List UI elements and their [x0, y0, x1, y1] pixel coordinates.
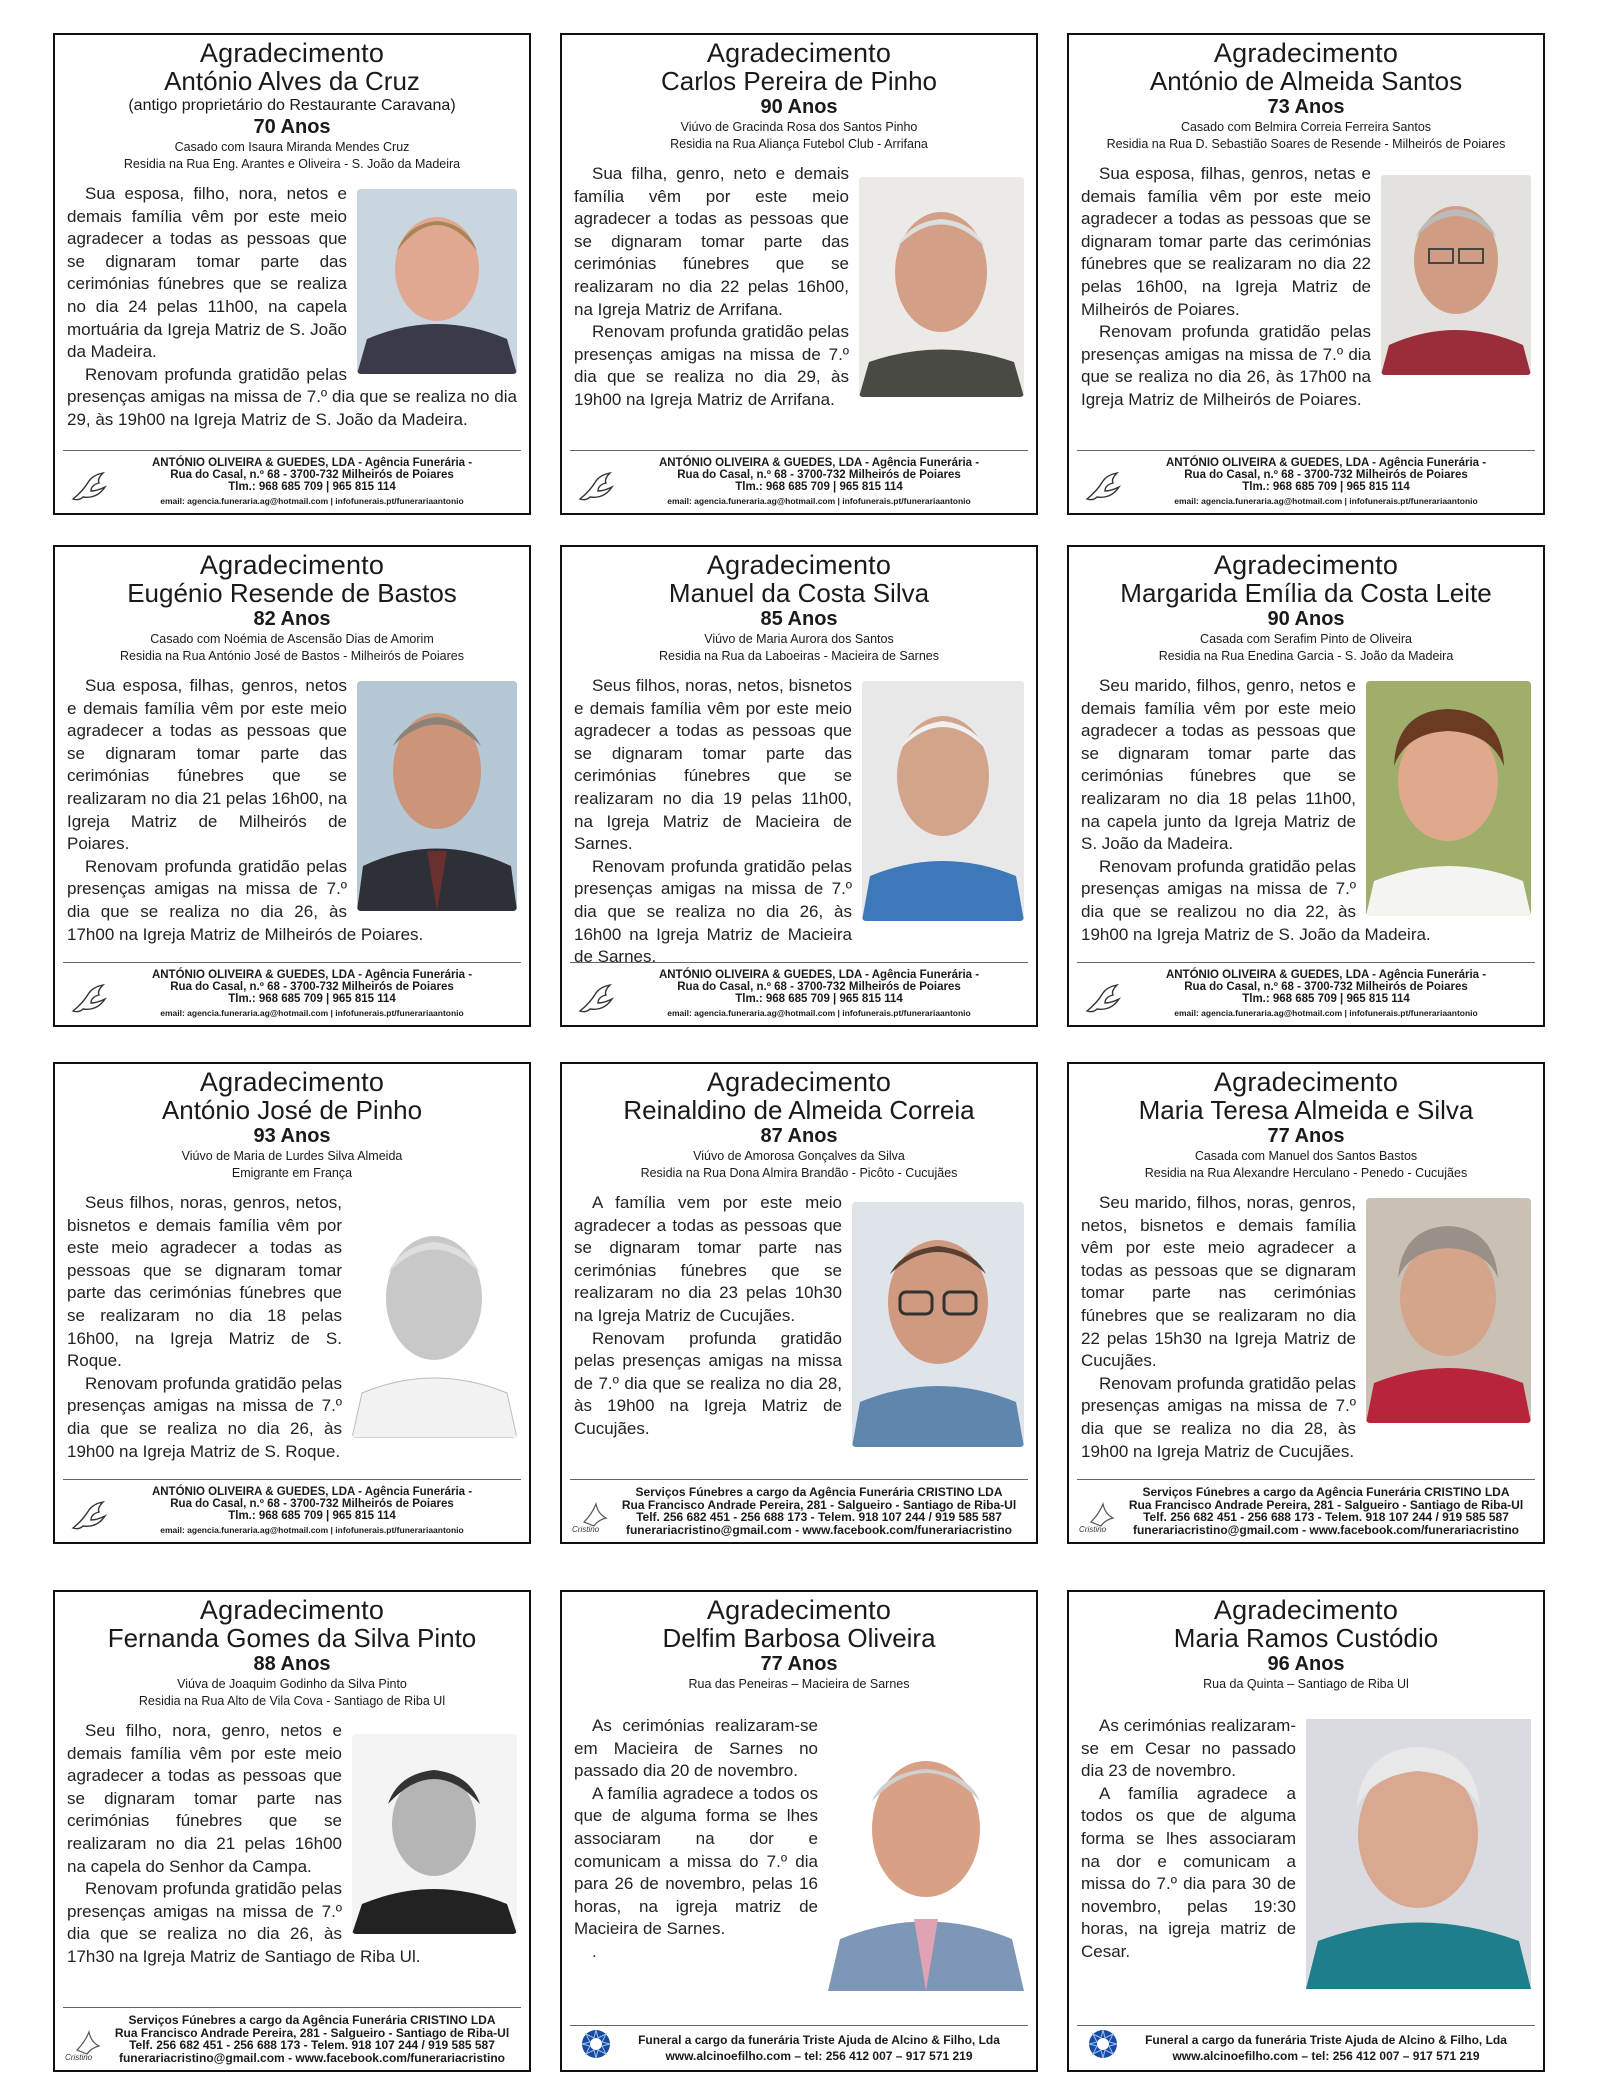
agency-address: Rua Francisco Andrade Pereira, 281 - Salgueiro - Santiago de Riba-Ul — [114, 2025, 510, 2040]
agency-phone: Tlm.: 968 685 709 | 965 815 114 — [735, 993, 903, 1005]
message-paragraph: A família agradece a todos os que de alguma forma se lhes associaram na dor e comunicam a missa do 7.º dia para 30 de novembro, pelas 19:30 horas, na igreja matriz de Cesar. — [1081, 1783, 1296, 1961]
deceased-name: Carlos Pereira de Pinho — [660, 66, 938, 96]
deceased-age: 87 Anos — [760, 1125, 838, 1147]
spouse-info: Casado com Isaura Miranda Mendes Cruz — [174, 140, 410, 154]
agency-phone: Tlm.: 968 685 709 | 965 815 114 — [228, 481, 396, 493]
agency-name: ANTÓNIO OLIVEIRA & GUEDES, LDA - Agência Funerária - — [658, 457, 980, 469]
message-paragraph: Seu filho, nora, genro, netos e demais família vêm por este meio agradecer a todas as pessoas que se dignaram tomar parte nas cerimónias fúnebres que se realizaram no dia 21 pelas 16h00 na capela do Senhor da Campa. — [67, 1721, 342, 1876]
spouse-info: Viúvo de Amorosa Gonçalves da Silva — [693, 1149, 905, 1163]
deceased-name: Margarida Emília da Costa Leite — [1120, 578, 1492, 608]
dove-icon — [1083, 469, 1123, 505]
message-paragraph: Renovam profunda gratidão pelas presenças amigas na missa de 7.º dia que se realiza no dia 26, às 17h30 na Igreja Matriz de Santiago de Riba Ul. — [67, 1879, 421, 1966]
message-paragraph: As cerimónias realizaram-se em Macieira de Sarnes no passado dia 20 de novembro. — [574, 1716, 818, 1781]
portrait-photo — [852, 1202, 1024, 1447]
flower-logo-icon — [576, 2026, 616, 2062]
flower-logo-icon — [1083, 2026, 1123, 2062]
residence-info: Residia na Rua Dona Almira Brandão - Picôto - Cucujães — [640, 1166, 958, 1180]
spouse-info: Viúvo de Maria de Lurdes Silva Almeida — [181, 1149, 403, 1163]
agency-name: ANTÓNIO OLIVEIRA & GUEDES, LDA - Agência Funerária - — [1165, 969, 1487, 981]
agency-address: Rua do Casal, n.º 68 - 3700-732 Milheirós de Poiares — [170, 981, 454, 993]
message-paragraph: Renovam profunda gratidão pelas presenças amigas na missa de 7.º dia que se realiza no dia 28, às 19h00 na Igreja Matriz de Cucujães. — [574, 1328, 842, 1438]
agency-address: Rua do Casal, n.º 68 - 3700-732 Milheirós de Poiares — [170, 469, 454, 481]
obituary-card — [1067, 545, 1545, 1027]
message-paragraph: Seus filhos, noras, genros, netos, bisnetos e demais família vêm por este meio agradecer a todas as pessoas que se dignaram tomar parte das cerimónias fúnebres que se realizaram no dia 18 pelas 16h00, na Igreja Matriz de S. Roque. — [67, 1193, 342, 1371]
portrait-photo — [352, 1734, 517, 1934]
portrait-photo — [357, 189, 517, 374]
deceased-age: 70 Anos — [253, 116, 331, 138]
message-paragraph: Renovam profunda gratidão pelas presenças amigas na missa de 7.º dia que se realiza no dia 29, às 19h00 na Igreja Matriz de S. João da Madeira. — [67, 364, 517, 429]
agency-email: email: agencia.funeraria.ag@hotmail.com | infofunerais.pt/funerariaantonio — [1174, 496, 1478, 506]
spouse-info: Viúva de Joaquim Godinho da Silva Pinto — [177, 1677, 407, 1691]
deceased-age: 90 Anos — [760, 96, 838, 118]
agency-name: Serviços Fúnebres a cargo da Agência Funerária CRISTINO LDA — [128, 2013, 496, 2027]
portrait-photo — [1381, 175, 1531, 375]
message-paragraph: Seu marido, filhos, noras, genros, netos, bisnetos e demais família vêm por este meio agradecer a todas as pessoas que se dignaram tomar parte nas cerimónias fúnebres que se realizaram no dia 22 pelas 15h30 na Igreja Matriz de Cucujães. — [1081, 1193, 1356, 1371]
dove-icon — [69, 1498, 109, 1534]
portrait-photo — [862, 681, 1024, 921]
card-title: Agradecimento — [199, 550, 385, 580]
agency-name: ANTÓNIO OLIVEIRA & GUEDES, LDA - Agência Funerária - — [151, 969, 473, 981]
deceased-name: Reinaldino de Almeida Correia — [623, 1095, 975, 1125]
message-paragraph: Sua esposa, filho, nora, netos e demais família vêm por este meio agradecer a todas as pessoas que se dignaram tomar parte das cerimónias fúnebres que se realiza no dia 24 pelas 11h00, na capela mortuária da Igreja Matriz de S. João da Madeira. — [67, 184, 347, 362]
spouse-info: Casado com Noémia de Ascensão Dias de Amorim — [150, 632, 434, 646]
agency-email: email: agencia.funeraria.ag@hotmail.com | infofunerais.pt/funerariaantonio — [160, 1525, 464, 1535]
obituary-card — [1067, 1590, 1545, 2072]
agency-address: Rua Francisco Andrade Pereira, 281 - Salgueiro - Santiago de Riba-Ul — [1128, 1497, 1524, 1512]
agency-address: Rua do Casal, n.º 68 - 3700-732 Milheirós de Poiares — [1184, 981, 1468, 993]
dove-icon — [1083, 981, 1123, 1017]
deceased-age: 77 Anos — [1267, 1125, 1345, 1147]
spouse-info: Casada com Manuel dos Santos Bastos — [1194, 1149, 1418, 1163]
card-title: Agradecimento — [706, 1595, 892, 1625]
obituary-card — [53, 1590, 531, 2072]
residence-info: Residia na Rua Enedina Garcia - S. João da Madeira — [1158, 649, 1454, 663]
obituary-card — [53, 33, 531, 515]
message-paragraph: Renovam profunda gratidão pelas presenças amigas na missa de 7.º dia que se realiza no dia 29, às 19h00 na Igreja Matriz de Arrifana. — [574, 322, 849, 409]
residence-info: Residia na Rua Alto de Vila Cova - Santiago de Riba Ul — [138, 1694, 446, 1708]
residence-info: Residia na Rua Aliança Futebol Club - Arrifana — [670, 137, 928, 151]
deceased-name: Maria Teresa Almeida e Silva — [1138, 1095, 1474, 1125]
message-paragraph: Renovam profunda gratidão pelas presenças amigas na missa de 7.º dia que se realiza no dia 28, às 19h00 na Igreja Matriz de Cucujães. — [1081, 1373, 1356, 1461]
deceased-age: 88 Anos — [253, 1653, 331, 1675]
funeral-agency-footer — [1077, 2025, 1535, 2064]
emigrant-info: Emigrante em França — [231, 1166, 353, 1180]
message-paragraph: Sua esposa, filhas, genros, netos e demais família vêm por este meio agradecer a todas as pessoas que se dignaram tomar parte das cerimónias fúnebres que se realizaram no dia 21 pelas 16h00, na Igreja Matriz de Milheirós de Poiares. — [67, 676, 347, 854]
deceased-name: Maria Ramos Custódio — [1173, 1623, 1439, 1653]
agency-email: email: agencia.funeraria.ag@hotmail.com | infofunerais.pt/funerariaantonio — [1174, 1008, 1478, 1018]
agency-name: ANTÓNIO OLIVEIRA & GUEDES, LDA - Agência Funerária - — [1165, 457, 1487, 469]
residence-info: Residia na Rua Alexandre Herculano - Penedo - Cucujães — [1144, 1166, 1468, 1180]
card-title: Agradecimento — [1213, 38, 1399, 68]
card-subtitle: (antigo proprietário do Restaurante Caravana) — [128, 97, 456, 114]
obituary-card — [1067, 33, 1545, 515]
message-paragraph: Renovam profunda gratidão pelas presenças amigas na missa de 7.º dia que se realiza no dia 26, às 19h00 na Igreja Matriz de S. Roque. — [67, 1373, 342, 1461]
portrait-photo — [1366, 1198, 1531, 1423]
funeral-agency-footer — [570, 450, 1028, 507]
message-paragraph: . — [592, 1941, 597, 1961]
funeral-agency-footer — [570, 2025, 1028, 2064]
message-paragraph: A família agradece a todos os que de alguma forma se lhes associaram na dor e comunicam a missa do 7.º dia para 26 de novembro, pelas 16 horas, na igreja matriz de Macieira de Sarnes. — [574, 1783, 818, 1939]
dove-icon — [69, 469, 109, 505]
agency-address: Rua Francisco Andrade Pereira, 281 - Salgueiro - Santiago de Riba-Ul — [621, 1497, 1017, 1512]
spouse-info: Viúvo de Gracinda Rosa dos Santos Pinho — [680, 120, 918, 134]
residence-info: Residia na Rua António José de Bastos - Milheirós de Poiares — [120, 649, 464, 663]
portrait-photo — [1366, 681, 1531, 916]
deceased-age: 85 Anos — [760, 608, 838, 630]
deceased-age: 73 Anos — [1267, 96, 1345, 118]
agency-phone: Tlm.: 968 685 709 | 965 815 114 — [735, 481, 903, 493]
obituary-card — [560, 545, 1038, 1027]
agency-email: email: agencia.funeraria.ag@hotmail.com | infofunerais.pt/funerariaantonio — [160, 496, 464, 506]
cristino-logo-text: Cristino — [65, 2053, 93, 2062]
portrait-photo — [1306, 1719, 1531, 1989]
obituary-card — [560, 1062, 1038, 1544]
deceased-name: António de Almeida Santos — [1149, 66, 1463, 96]
agency-contacts: www.alcinoefilho.com – tel: 256 412 007 – 917 571 219 — [1172, 2049, 1480, 2063]
funeral-agency-footer — [1077, 1479, 1535, 1536]
agency-name: ANTÓNIO OLIVEIRA & GUEDES, LDA - Agência Funerária - — [151, 1486, 473, 1498]
funeral-agency-footer — [63, 450, 521, 507]
card-title: Agradecimento — [1213, 550, 1399, 580]
deceased-age: 90 Anos — [1267, 608, 1345, 630]
agency-phone: Tlm.: 968 685 709 | 965 815 114 — [1242, 993, 1410, 1005]
funeral-agency-footer — [1077, 962, 1535, 1019]
agency-name: Serviços Fúnebres a cargo da Agência Funerária CRISTINO LDA — [635, 1485, 1003, 1499]
message-paragraph: Sua filha, genro, neto e demais família vêm por este meio agradecer a todas as pessoas que se dignaram tomar parte das cerimónias fúnebres que se realizaram no dia 22 pelas 16h00, na Igreja Matriz de Arrifana. — [574, 164, 849, 319]
message-paragraph: Renovam profunda gratidão pelas presenças amigas na missa de 7.º dia que se realiza no dia 26, às 16h00 na Igreja Matriz de Macieira de Sarnes. — [574, 856, 852, 967]
cristino-logo-text: Cristino — [572, 1525, 600, 1534]
spouse-info: Casado com Belmira Correia Ferreira Santos — [1180, 120, 1432, 134]
agency-address: Rua do Casal, n.º 68 - 3700-732 Milheirós de Poiares — [1184, 469, 1468, 481]
obituary-card — [1067, 1062, 1545, 1544]
obituary-card — [560, 33, 1038, 515]
agency-name: ANTÓNIO OLIVEIRA & GUEDES, LDA - Agência Funerária - — [658, 969, 980, 981]
deceased-age: 77 Anos — [760, 1653, 838, 1675]
card-title: Agradecimento — [199, 1595, 385, 1625]
agency-address: Rua do Casal, n.º 68 - 3700-732 Milheirós de Poiares — [170, 1498, 454, 1510]
card-title: Agradecimento — [1213, 1595, 1399, 1625]
residence-info: Rua das Peneiras – Macieira de Sarnes — [688, 1677, 910, 1691]
obituary-card — [53, 545, 531, 1027]
agency-phone: Telf. 256 682 451 - 256 688 173 - Telem. 918 107 244 / 919 585 587 — [1143, 1510, 1509, 1524]
obituary-card — [560, 1590, 1038, 2072]
message-paragraph: Renovam profunda gratidão pelas presenças amigas na missa de 7.º dia que se realiza no dia 26, às 17h00 na Igreja Matriz de Milheirós de Poiares. — [67, 856, 424, 944]
agency-name: ANTÓNIO OLIVEIRA & GUEDES, LDA - Agência Funerária - — [151, 457, 473, 469]
cristino-logo-text: Cristino — [1079, 1525, 1107, 1534]
funeral-agency-footer — [1077, 450, 1535, 507]
funeral-agency-footer — [63, 1479, 521, 1536]
message-paragraph: Seu marido, filhos, genro, netos e demais família vêm por este meio agradecer a todas as pessoas que se dignaram tomar parte das cerimónias fúnebres que se realizaram no dia 18 pelas 11h00, na capela junto da Igreja Matriz de S. João da Madeira. — [1081, 676, 1356, 854]
agency-address: Rua do Casal, n.º 68 - 3700-732 Milheirós de Poiares — [677, 981, 961, 993]
funeral-agency-footer — [63, 2007, 521, 2064]
message-paragraph: Seus filhos, noras, netos, bisnetos e demais família vêm por este meio agradecer a todas as pessoas que se dignaram tomar parte das cerimónias fúnebres que se realizaram no dia 19 pelas 11h00, na Igreja Matriz de Macieira de Sarnes. — [574, 676, 852, 854]
residence-info: Rua da Quinta – Santiago de Riba Ul — [1203, 1677, 1409, 1691]
agency-name: Serviços Fúnebres a cargo da Agência Funerária CRISTINO LDA — [1142, 1485, 1510, 1499]
portrait-photo — [859, 177, 1024, 397]
agency-email: email: agencia.funeraria.ag@hotmail.com | infofunerais.pt/funerariaantonio — [160, 1008, 464, 1018]
agency-email: email: agencia.funeraria.ag@hotmail.com | infofunerais.pt/funerariaantonio — [667, 496, 971, 506]
obituary-card — [53, 1062, 531, 1544]
portrait-photo — [352, 1198, 517, 1438]
agency-name: Funeral a cargo da funerária Triste Ajuda de Alcino & Filho, Lda — [638, 2033, 1000, 2047]
portrait-photo — [828, 1719, 1024, 1991]
dove-icon — [69, 981, 109, 1017]
card-title: Agradecimento — [706, 38, 892, 68]
dove-icon — [576, 981, 616, 1017]
card-title: Agradecimento — [706, 550, 892, 580]
agency-phone: Telf. 256 682 451 - 256 688 173 - Telem. 918 107 244 / 919 585 587 — [129, 2038, 495, 2052]
agency-name: Funeral a cargo da funerária Triste Ajuda de Alcino & Filho, Lda — [1145, 2033, 1507, 2047]
residence-info: Residia na Rua da Laboeiras - Macieira de Sarnes — [658, 649, 940, 663]
agency-phone: Tlm.: 968 685 709 | 965 815 114 — [228, 993, 396, 1005]
agency-email: email: agencia.funeraria.ag@hotmail.com | infofunerais.pt/funerariaantonio — [667, 1008, 971, 1018]
message-paragraph: A família vem por este meio agradecer a todas as pessoas que se dignaram tomar parte nas cerimónias fúnebres que se realizaram no dia 23 pelas 10h30 na Igreja Matriz de Cucujães. — [574, 1193, 842, 1325]
deceased-age: 82 Anos — [253, 608, 331, 630]
spouse-info: Casada com Serafim Pinto de Oliveira — [1200, 632, 1412, 646]
deceased-name: Eugénio Resende de Bastos — [127, 578, 457, 608]
deceased-age: 93 Anos — [253, 1125, 331, 1147]
deceased-name: Manuel da Costa Silva — [668, 578, 930, 608]
agency-contacts: funerariacristino@gmail.com - www.facebook.com/funerariacristino — [118, 2050, 505, 2065]
agency-contacts: funerariacristino@gmail.com - www.facebook.com/funerariacristino — [625, 1522, 1012, 1537]
card-title: Agradecimento — [199, 1067, 385, 1097]
message-paragraph: As cerimónias realizaram-se em Cesar no passado dia 23 de novembro. — [1081, 1716, 1296, 1781]
agency-phone: Tlm.: 968 685 709 | 965 815 114 — [228, 1510, 396, 1522]
agency-contacts: funerariacristino@gmail.com - www.facebook.com/funerariacristino — [1132, 1522, 1519, 1537]
deceased-name: António José de Pinho — [161, 1095, 423, 1125]
card-title: Agradecimento — [706, 1067, 892, 1097]
agency-contacts: www.alcinoefilho.com – tel: 256 412 007 – 917 571 219 — [665, 2049, 973, 2063]
spouse-info: Viúvo de Maria Aurora dos Santos — [704, 632, 894, 646]
agency-phone: Telf. 256 682 451 - 256 688 173 - Telem. 918 107 244 / 919 585 587 — [636, 1510, 1002, 1524]
agency-address: Rua do Casal, n.º 68 - 3700-732 Milheirós de Poiares — [677, 469, 961, 481]
message-paragraph: Renovam profunda gratidão pelas presenças amigas na missa de 7.º dia que se realiza no dia 26, às 17h00 na Igreja Matriz de Milheirós de Poiares. — [1081, 322, 1371, 409]
dove-icon — [576, 469, 616, 505]
card-title: Agradecimento — [1213, 1067, 1399, 1097]
deceased-name: António Alves da Cruz — [164, 66, 420, 96]
residence-info: Residia na Rua D. Sebastião Soares de Resende - Milheirós de Poiares — [1106, 137, 1506, 151]
deceased-name: Fernanda Gomes da Silva Pinto — [107, 1623, 477, 1653]
funeral-agency-footer — [570, 962, 1028, 1019]
residence-info: Residia na Rua Eng. Arantes e Oliveira - S. João da Madeira — [123, 157, 461, 171]
message-paragraph: Sua esposa, filhas, genros, netas e demais família vêm por este meio agradecer a todas as pessoas que se dignaram tomar parte das cerimónias fúnebres que se realizaram no dia 22 pelas 16h00, na Igreja Matriz de Milheirós de Poiares. — [1081, 164, 1371, 319]
deceased-age: 96 Anos — [1267, 1653, 1345, 1675]
message-paragraph: Renovam profunda gratidão pelas presenças amigas na missa de 7.º dia que se realizou no dia 22, às 19h00 na Igreja Matriz de S. João da Madeira. — [1081, 856, 1431, 944]
portrait-photo — [357, 681, 517, 911]
agency-phone: Tlm.: 968 685 709 | 965 815 114 — [1242, 481, 1410, 493]
funeral-agency-footer — [570, 1479, 1028, 1536]
card-title: Agradecimento — [199, 38, 385, 68]
deceased-name: Delfim Barbosa Oliveira — [662, 1623, 936, 1653]
funeral-agency-footer — [63, 962, 521, 1019]
